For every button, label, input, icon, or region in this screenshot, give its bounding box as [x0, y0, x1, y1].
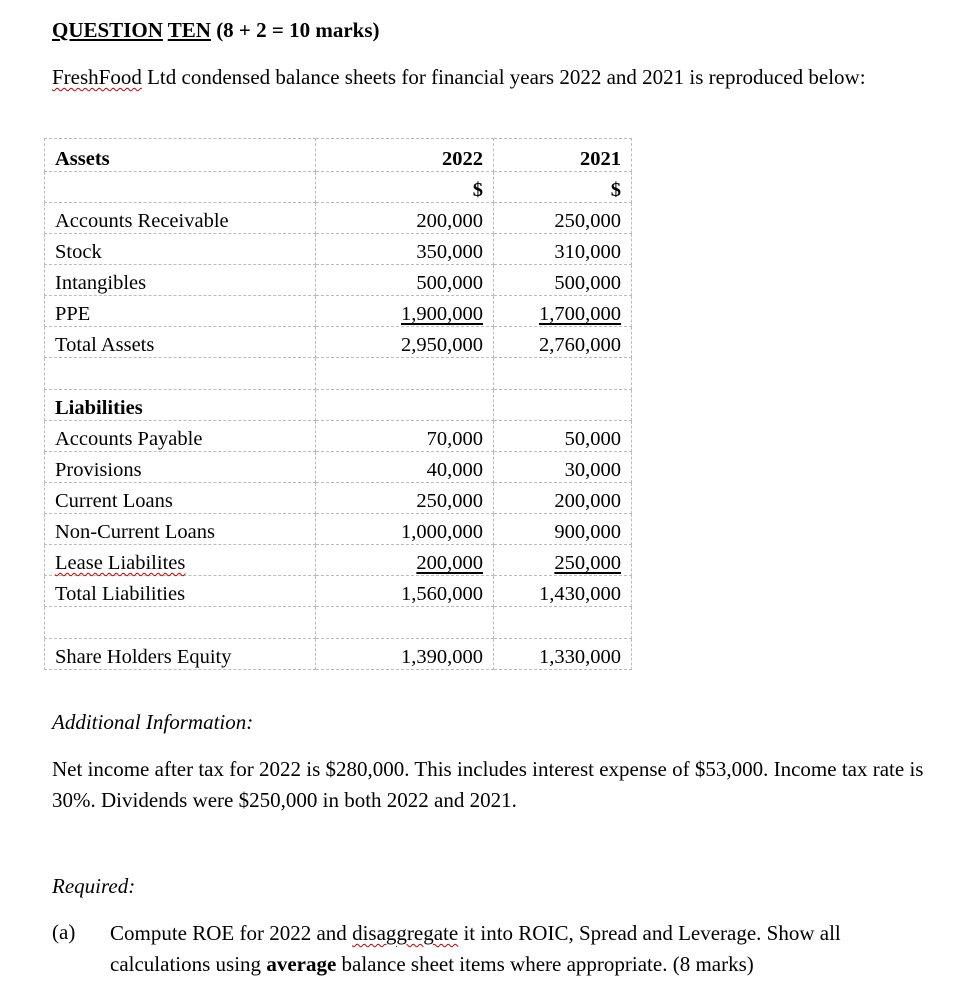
value-2021: 2,760,000 [494, 327, 632, 358]
spacer-row [45, 358, 632, 390]
part-a-text [110, 918, 940, 980]
value-2021: 1,430,000 [494, 576, 632, 607]
row-label: PPE [45, 296, 316, 327]
row-label: Accounts Payable [45, 421, 316, 452]
liabilities-section-heading: Liabilities [45, 390, 316, 421]
intro-paragraph [52, 62, 932, 92]
required-heading: Required: [52, 874, 136, 898]
part-a-text-start: Compute ROE for 2022 and [110, 921, 353, 945]
value-2021: 50,000 [494, 421, 632, 452]
value-2022: 500,000 [316, 265, 494, 296]
part-a-disaggregate-word: disaggregate [352, 921, 459, 945]
row-label: Current Loans [45, 483, 316, 514]
row-label: Total Assets [45, 327, 316, 358]
heading-question-word: QUESTION [52, 18, 163, 42]
table-row [45, 203, 632, 234]
liabilities-heading-row [45, 390, 632, 421]
value-2022: 1,900,000 [401, 303, 483, 325]
table-row [45, 421, 632, 452]
value-2021: 250,000 [494, 203, 632, 234]
value-2021: 1,700,000 [539, 303, 621, 325]
table-row [45, 452, 632, 483]
value-2022: 200,000 [416, 552, 483, 574]
additional-information-text: Net income after tax for 2022 is $280,000. This includes interest expense of $53,000. Income tax rate is 30%. Dividends were $250,000 in both 2022 and 2021. [52, 757, 924, 812]
value-2022: 70,000 [316, 421, 494, 452]
value-2022: 1,390,000 [316, 639, 494, 670]
value-2022: 1,560,000 [316, 576, 494, 607]
intro-company-name: FreshFood [52, 65, 142, 89]
heading-marks: (8 + 2 = 10 marks) [216, 18, 380, 42]
row-label: Lease Liabilites [55, 552, 186, 574]
value-2022: 250,000 [316, 483, 494, 514]
part-a-text-middle: it into ROIC, Spread and Leverage. Show all calculations using [110, 921, 841, 976]
spacer-row [45, 607, 632, 639]
table-row [45, 545, 632, 576]
currency-2021: $ [494, 172, 632, 203]
assets-section-heading: Assets [45, 139, 316, 172]
currency-row [45, 172, 632, 203]
intro-text: Ltd condensed balance sheets for financial years 2022 and 2021 is reproduced below: [141, 65, 866, 89]
value-2022: 1,000,000 [316, 514, 494, 545]
value-2021: 310,000 [494, 234, 632, 265]
value-2022: 2,950,000 [316, 327, 494, 358]
value-2022: 40,000 [316, 452, 494, 483]
additional-information-heading: Additional Information: [52, 710, 254, 734]
column-header-2021: 2021 [494, 139, 632, 172]
row-label: Non-Current Loans [45, 514, 316, 545]
equity-row [45, 639, 632, 670]
currency-2022: $ [316, 172, 494, 203]
row-label: Share Holders Equity [45, 639, 316, 670]
question-heading [52, 18, 380, 43]
balance-sheet-table [44, 138, 632, 670]
total-liabilities-row [45, 576, 632, 607]
value-2021: 500,000 [494, 265, 632, 296]
table-row [45, 296, 632, 327]
value-2021: 200,000 [494, 483, 632, 514]
row-label: Total Liabilities [45, 576, 316, 607]
table-header-row [45, 139, 632, 172]
row-label: Provisions [45, 452, 316, 483]
table-row [45, 483, 632, 514]
table-row [45, 265, 632, 296]
table-row [45, 514, 632, 545]
part-a-text-end: balance sheet items where appropriate. (8 marks) [336, 952, 754, 976]
value-2022: 350,000 [316, 234, 494, 265]
value-2022: 200,000 [316, 203, 494, 234]
total-assets-row [45, 327, 632, 358]
value-2021: 30,000 [494, 452, 632, 483]
part-a-emphasis-word: average [266, 952, 337, 976]
column-header-2022: 2022 [316, 139, 494, 172]
row-label: Accounts Receivable [45, 203, 316, 234]
value-2021: 900,000 [494, 514, 632, 545]
value-2021: 250,000 [554, 552, 621, 574]
table-row [45, 234, 632, 265]
row-label: Stock [45, 234, 316, 265]
value-2021: 1,330,000 [494, 639, 632, 670]
part-a-label: (a) [52, 920, 76, 944]
row-label: Intangibles [45, 265, 316, 296]
heading-question-number: TEN [167, 18, 211, 42]
